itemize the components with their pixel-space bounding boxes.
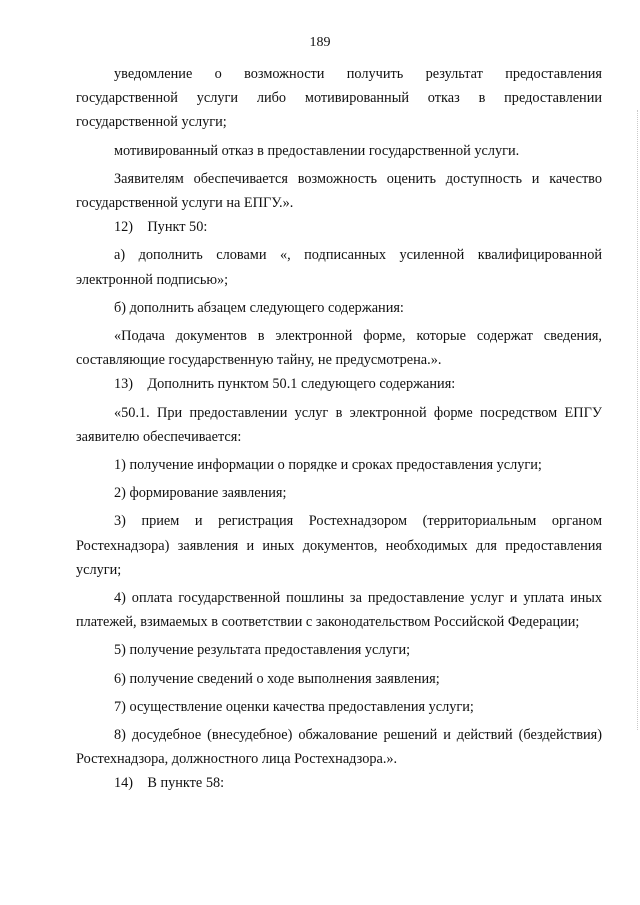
scan-edge-mark <box>636 110 638 730</box>
paragraph-notification: уведомление о возможности получить результат предоставления государственной услуги либо мотивированный отказ в предоставлении государственной услуги; <box>76 66 602 131</box>
paragraph-state-secret: «Подача документов в электронной форме, которые содержат сведения, составляющие государственную тайну, не предусмотрена.». <box>76 328 602 369</box>
page-number: 189 <box>309 35 331 50</box>
list-item-4: 4) оплата государственной пошлины за предоставление услуг и уплата иных платежей, взимаемых в соответствии с законодательством Российской Федерации; <box>76 590 602 631</box>
list-item-8: 8) досудебное (внесудебное) обжалование решений и действий (бездействия) Ростехнадзора, должностного лица Ростехнадзора.». <box>76 727 602 768</box>
paragraph-quality-assessment: Заявителям обеспечивается возможность оценить доступность и качество государственной услуги на ЕПГУ.». <box>76 170 602 212</box>
item-12-heading: 12) Пункт 50: <box>114 219 208 236</box>
item-13-heading: 13) Дополнить пунктом 50.1 следующего содержания: <box>114 376 456 393</box>
paragraph-refusal: мотивированный отказ в предоставлении государственной услуги. <box>114 142 520 159</box>
paragraph-subitem-b: б) дополнить абзацем следующего содержания: <box>114 299 404 316</box>
list-item-7: 7) осуществление оценки качества предоставления услуги; <box>114 698 474 715</box>
list-item-6: 6) получение сведений о ходе выполнения заявления; <box>114 670 440 687</box>
list-item-5: 5) получение результата предоставления услуги; <box>114 642 411 659</box>
item-14-heading: 14) В пункте 58: <box>114 775 225 792</box>
paragraph-subitem-a: а) дополнить словами «, подписанных усиленной квалифицированной электронной подписью»; <box>76 247 602 288</box>
list-item-1: 1) получение информации о порядке и сроках предоставления услуги; <box>114 457 542 474</box>
list-item-2: 2) формирование заявления; <box>114 485 287 502</box>
paragraph-50-1: «50.1. При предоставлении услуг в электронной форме посредством ЕПГУ заявителю обеспечивается: <box>76 404 602 445</box>
list-item-3: 3) прием и регистрация Ростехнадзором (территориальным органом Ростехнадзора) заявления и иных документов, необходимых для предоставления услуги; <box>76 513 602 578</box>
document-body <box>76 62 602 796</box>
